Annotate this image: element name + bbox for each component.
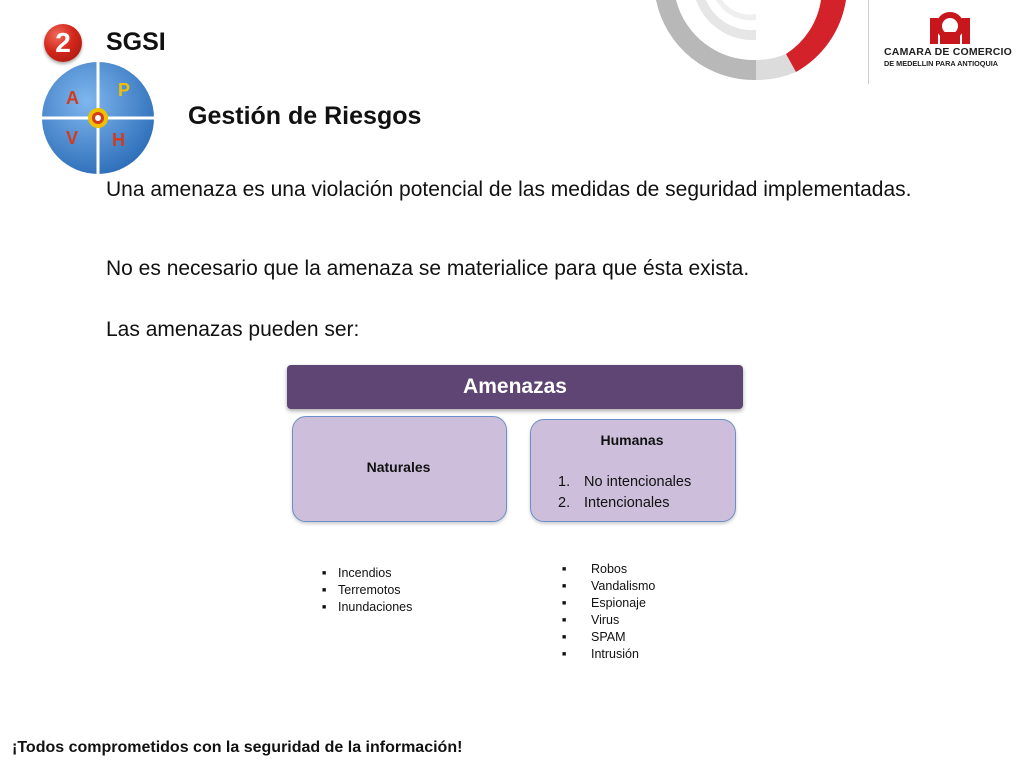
humanas-examples-list [562,561,655,663]
section-number-badge: 2 [44,24,82,62]
page-subtitle: Gestión de Riesgos [188,102,422,130]
cycle-letter-v: V [66,128,79,148]
list-item: 1. No intencionales [558,474,692,490]
list-item: ■ SPAM [562,630,626,644]
bullet-icon: ■ [562,617,567,624]
diagram-root-amenazas: Amenazas [287,365,743,409]
list-item: ■ Espionaje [562,596,646,610]
logo-separator [868,0,869,84]
cycle-letter-a: A [66,88,79,108]
bullet-icon: ■ [322,604,327,611]
humanas-types-list [558,472,691,514]
page-title: SGSI [106,28,166,56]
cycle-letter-h: H [112,130,125,150]
cycle-letter-p: P [118,80,131,100]
list-item: ■ Vandalismo [562,579,656,593]
bullet-icon: ■ [562,634,567,641]
definition-paragraph: Una amenaza es una violación potencial de las medidas de seguridad implementadas. [106,178,912,201]
naturales-examples-list [322,565,412,616]
list-item: ■ Robos [562,562,628,576]
list-item: ■ Intrusión [562,647,639,661]
types-intro-paragraph: Las amenazas pueden ser: [106,318,360,341]
bullet-icon: ■ [562,583,567,590]
list-item: ■ Terremotos [322,583,401,597]
existence-paragraph: No es necesario que la amenaza se materialice para que ésta exista. [106,257,750,280]
list-item: ■ Virus [562,613,620,627]
humanas-label: Humanas [600,432,664,448]
naturales-label: Naturales [366,459,431,475]
list-item: ■ Incendios [322,566,392,580]
bullet-icon: ■ [562,600,567,607]
list-item: 2. Intencionales [558,495,670,511]
logo-line-2: DE MEDELLIN PARA ANTIOQUIA [884,59,999,68]
bullet-icon: ■ [322,570,327,577]
list-item: ■ Inundaciones [322,600,413,614]
phva-cycle-icon [36,60,160,176]
footer-slogan: ¡Todos comprometidos con la seguridad de la información! [12,739,463,756]
decorative-arcs [646,0,866,84]
bullet-icon: ■ [562,566,567,573]
bullet-icon: ■ [322,587,327,594]
bullet-icon: ■ [562,651,567,658]
logo-line-1: CAMARA DE COMERCIO [884,46,1013,58]
